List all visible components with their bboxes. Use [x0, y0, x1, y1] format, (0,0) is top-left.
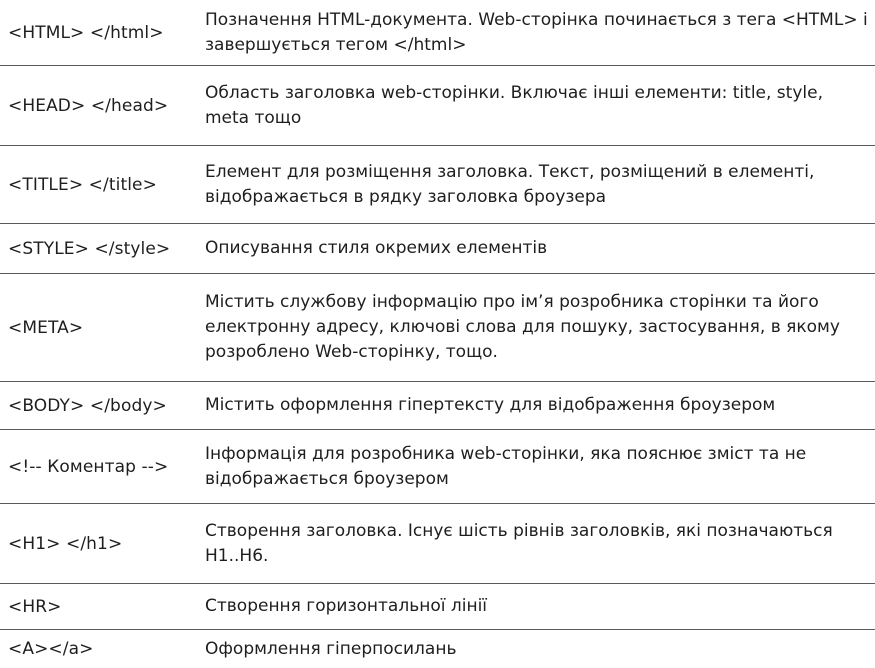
description-cell: Створення горизонтальної лінії [205, 596, 488, 616]
table-row [0, 0, 875, 66]
description-cell: Позначення HTML-документа. Web-сторінка починається з тега <HTML> і завершується тегом </html> [205, 9, 868, 55]
tag-cell: <HTML> </html> [8, 22, 164, 43]
tag-cell: <HR> [8, 596, 62, 617]
tag-cell: <META> [8, 317, 84, 338]
tag-cell: <A></a> [8, 639, 94, 659]
description-cell: Область заголовка web-сторінки. Включає інші елементи: title, style, meta тощо [205, 82, 823, 128]
description-cell: Інформація для розробника web-сторінки, яка пояснює зміст та не відображається броузером [205, 443, 807, 489]
table-row [0, 146, 875, 224]
description-cell: Містить службову інформацію про ім’я розробника сторінки та його електронну адресу, ключові слова для пошуку, застосування, в якому розроблено Web-сторінку, тощо. [205, 292, 840, 362]
tag-cell: <BODY> </body> [8, 395, 167, 416]
tag-cell: <!-- Коментар --> [8, 456, 169, 477]
tag-cell: <H1> </h1> [8, 533, 123, 554]
tag-cell: <HEAD> </head> [8, 95, 169, 116]
table-row [0, 504, 875, 584]
table-row [0, 224, 875, 274]
description-cell: Описування стиля окремих елементів [205, 238, 548, 258]
description-cell: Містить оформлення гіпертексту для відображення броузером [205, 395, 776, 415]
tag-cell: <TITLE> </title> [8, 174, 157, 195]
description-cell: Створення заголовка. Існує шість рівнів заголовків, які позначаються Н1..Н6. [205, 520, 833, 566]
tag-cell: <STYLE> </style> [8, 238, 171, 259]
table-row [0, 66, 875, 146]
table-row [0, 630, 875, 668]
table-row [0, 274, 875, 382]
table-row [0, 584, 875, 630]
description-cell: Елемент для розміщення заголовка. Текст, розміщений в елементі, відображається в рядку заголовка броузера [205, 161, 815, 207]
table-row [0, 430, 875, 504]
table-row [0, 382, 875, 430]
description-cell: Оформлення гіперпосилань [205, 638, 457, 659]
